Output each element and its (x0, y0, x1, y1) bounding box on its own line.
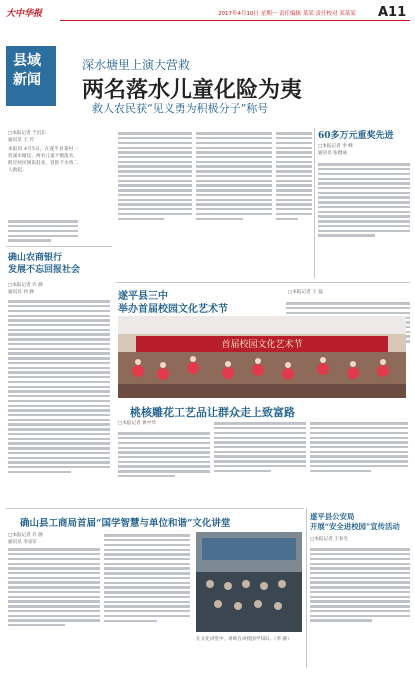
side-story-lines (8, 298, 110, 476)
text-line (214, 446, 306, 448)
text-line (8, 414, 110, 416)
text-line (196, 137, 272, 139)
text-line (104, 553, 190, 555)
text-line (8, 442, 110, 444)
corner-title: 遂平县公安局 开展“安全进校园”宣传活动 (310, 512, 400, 531)
text-line (8, 390, 110, 392)
text-line (214, 441, 306, 443)
lead-col-2-lines (118, 130, 192, 222)
text-line (118, 451, 210, 453)
header-rule (60, 20, 410, 21)
bottom-col-1-lines (8, 546, 100, 629)
text-line (8, 405, 110, 407)
lead-intro: 本报讯 4月5日，在遂平县某村一处深水塘边，两名儿童不慎落水，附近村民闻讯赶来，冒险下水将二人救起。 (8, 147, 78, 174)
text-line (104, 534, 190, 536)
text-line (118, 165, 192, 167)
text-line (276, 156, 312, 158)
text-line (118, 456, 210, 458)
text-line (8, 423, 110, 425)
text-line (104, 577, 190, 579)
text-line (8, 619, 100, 621)
feature-byline: □本报记者 王 磊 (288, 290, 323, 295)
text-line (104, 544, 190, 546)
text-line (310, 586, 410, 588)
text-line (196, 175, 272, 177)
text-line (286, 302, 410, 304)
text-line (8, 239, 51, 241)
bottom-col-2-lines (104, 532, 190, 624)
text-line (276, 147, 312, 149)
text-line (8, 220, 78, 222)
section-label-line2: 新闻 (13, 72, 41, 88)
text-line (8, 572, 100, 574)
section-rule (6, 246, 112, 247)
text-line (8, 553, 100, 555)
text-line (214, 465, 306, 467)
text-line (310, 451, 408, 453)
text-line (8, 548, 100, 550)
text-line (8, 386, 110, 388)
text-line (8, 567, 100, 569)
text-line (104, 605, 190, 607)
text-line (8, 428, 110, 430)
feature-title-line2: 举办首届校园文化艺术节 (118, 304, 228, 315)
lecture-photo-art (196, 532, 302, 632)
section-rule (6, 508, 304, 509)
text-line (118, 147, 192, 149)
text-line (310, 605, 410, 607)
text-line (118, 161, 192, 163)
corner-byline: □本报记者 王春光 (310, 537, 348, 542)
text-line (276, 194, 312, 196)
text-line (8, 577, 100, 579)
text-line (8, 591, 100, 593)
lead-deck: 救人农民获“见义勇为积极分子”称号 (92, 102, 269, 115)
bottom-story-title: 确山县工商局首届“国学智慧与单位和谐”文化讲堂 (20, 518, 231, 529)
text-line (276, 213, 312, 215)
text-line (104, 610, 190, 612)
text-line (318, 234, 375, 236)
text-line (118, 194, 192, 196)
text-line (310, 437, 408, 439)
text-line (310, 422, 408, 424)
text-line (318, 215, 410, 217)
text-line (104, 582, 190, 584)
text-line (8, 225, 78, 227)
peach-title: 桃核雕花工艺品让群众走上致富路 (130, 406, 295, 419)
text-line (310, 432, 408, 434)
text-line (118, 437, 210, 439)
text-line (196, 184, 272, 186)
text-line (276, 218, 298, 220)
text-line (8, 466, 110, 468)
text-line (196, 165, 272, 167)
text-line (310, 558, 410, 560)
text-line (276, 203, 312, 205)
text-line (8, 338, 110, 340)
text-line (214, 427, 306, 429)
section-rule (116, 282, 410, 283)
text-line (196, 180, 272, 182)
corner-lines (310, 546, 410, 624)
text-line (8, 610, 100, 612)
text-line (8, 235, 78, 237)
text-line (8, 457, 110, 459)
text-line (8, 447, 110, 449)
text-line (310, 465, 408, 467)
text-line (310, 572, 410, 574)
text-line (318, 196, 410, 198)
text-line (310, 553, 410, 555)
text-line (276, 132, 312, 134)
text-line (276, 170, 312, 172)
text-line (318, 187, 410, 189)
text-line (8, 310, 110, 312)
festival-photo (118, 316, 406, 398)
text-line (310, 470, 371, 472)
text-line (276, 137, 312, 139)
text-line (8, 319, 110, 321)
text-line (318, 230, 410, 232)
text-line (8, 357, 110, 359)
text-line (310, 615, 410, 617)
text-line (276, 208, 312, 210)
text-line (276, 151, 312, 153)
bottom-story-byline: □本报记者 许 静 通讯员 李彦军 (8, 533, 43, 545)
text-line (118, 442, 210, 444)
text-line (8, 315, 110, 317)
text-line (104, 601, 190, 603)
text-line (118, 170, 192, 172)
text-line (310, 567, 410, 569)
text-line (318, 206, 410, 208)
lead-headline: 两名落水儿童化险为夷 (82, 77, 303, 103)
text-line (104, 591, 190, 593)
text-line (104, 567, 190, 569)
text-line (118, 470, 210, 472)
text-line (318, 173, 410, 175)
text-line (8, 558, 100, 560)
text-line (8, 615, 100, 617)
text-line (104, 539, 190, 541)
text-line (276, 142, 312, 144)
text-line (310, 460, 408, 462)
text-line (118, 461, 210, 463)
text-line (196, 203, 272, 205)
text-line (8, 409, 110, 411)
text-line (118, 175, 192, 177)
text-line (8, 352, 110, 354)
text-line (196, 213, 272, 215)
text-line (118, 151, 192, 153)
text-line (310, 577, 410, 579)
text-line (8, 419, 110, 421)
text-line (196, 218, 243, 220)
text-line (118, 208, 192, 210)
text-line (318, 201, 410, 203)
text-line (318, 182, 410, 184)
text-line (276, 184, 312, 186)
peach-byline: □本报记者 黄中华 (118, 421, 156, 426)
text-line (8, 438, 110, 440)
text-line (104, 615, 190, 617)
text-line (104, 549, 190, 551)
text-line (118, 218, 164, 220)
text-line (8, 400, 110, 402)
text-line (118, 213, 192, 215)
text-line (310, 427, 408, 429)
right-top-title: 60多万元重奖先进 (318, 131, 394, 141)
text-line (8, 362, 110, 364)
text-line (318, 225, 410, 227)
text-line (8, 324, 110, 326)
text-line (118, 184, 192, 186)
page-number: A11 (378, 5, 407, 20)
text-line (104, 558, 190, 560)
lecture-photo-caption: 在文化讲堂中，讲师在讲授国学知识。（李 静） (196, 637, 292, 642)
text-line (8, 586, 100, 588)
peach-col-1-lines (118, 430, 210, 480)
text-line (310, 591, 410, 593)
text-line (310, 441, 408, 443)
text-line (310, 446, 408, 448)
text-line (8, 381, 110, 383)
text-line (196, 161, 272, 163)
text-line (286, 307, 410, 309)
text-line (104, 620, 157, 622)
text-line (318, 192, 410, 194)
newspaper-logo: 大中华报 (6, 9, 43, 19)
text-line (214, 437, 306, 439)
text-line (8, 471, 71, 473)
right-top-lines (318, 161, 410, 239)
side-story-byline: □本报记者 许 静 通讯员 何 静 (8, 283, 43, 295)
text-line (8, 230, 78, 232)
text-line (8, 605, 100, 607)
text-line (310, 610, 410, 612)
lead-col-1-lines (8, 218, 78, 244)
text-line (8, 600, 100, 602)
text-line (8, 371, 110, 373)
text-line (8, 333, 110, 335)
side-story-title: 确山农商银行 发展不忘回报社会 (8, 253, 81, 275)
text-line (118, 137, 192, 139)
text-line (318, 211, 410, 213)
text-line (8, 581, 100, 583)
text-line (310, 600, 410, 602)
text-line (318, 163, 410, 165)
text-line (310, 548, 410, 550)
text-line (8, 433, 110, 435)
lead-col-3-lines (196, 130, 272, 222)
text-line (8, 596, 100, 598)
text-line (104, 586, 190, 588)
peach-col-2-lines (214, 420, 306, 474)
peach-col-3-lines (310, 420, 408, 474)
text-line (196, 151, 272, 153)
feature-title-line1: 遂平县三中 (118, 291, 168, 302)
lead-subhead: 深水塘里上演大营救 (82, 58, 191, 72)
text-line (8, 461, 110, 463)
date-info: 2017年4月10日 星期一 责任编辑 某某 责任校对 某某某 (218, 11, 356, 17)
section-label-line1: 县域 (13, 53, 41, 69)
text-line (196, 194, 272, 196)
text-line (8, 376, 110, 378)
text-line (214, 432, 306, 434)
text-line (118, 447, 210, 449)
text-line (214, 460, 306, 462)
text-line (8, 452, 110, 454)
text-line (118, 132, 192, 134)
text-line (214, 470, 271, 472)
text-line (196, 208, 272, 210)
text-line (104, 563, 190, 565)
text-line (118, 156, 192, 158)
text-line (118, 180, 192, 182)
text-line (104, 572, 190, 574)
text-line (118, 432, 210, 434)
text-line (276, 165, 312, 167)
text-line (276, 175, 312, 177)
text-line (318, 168, 410, 170)
text-line (276, 161, 312, 163)
lecture-photo (196, 532, 302, 632)
text-line (196, 142, 272, 144)
text-line (196, 132, 272, 134)
text-line (286, 312, 410, 314)
text-line (310, 455, 408, 457)
column-rule (306, 508, 307, 668)
text-line (8, 395, 110, 397)
text-line (318, 178, 410, 180)
text-line (196, 170, 272, 172)
text-line (214, 451, 306, 453)
text-line (8, 300, 110, 302)
text-line (276, 199, 312, 201)
text-line (118, 465, 210, 467)
right-top-byline: □本报记者 李 峰 通讯员 张德成 (318, 144, 353, 156)
text-line (8, 367, 110, 369)
text-line (276, 189, 312, 191)
text-line (214, 422, 306, 424)
text-line (276, 180, 312, 182)
text-line (8, 329, 110, 331)
text-line (118, 142, 192, 144)
text-line (310, 563, 410, 565)
text-line (318, 220, 410, 222)
text-line (196, 189, 272, 191)
text-line (118, 189, 192, 191)
text-line (104, 596, 190, 598)
text-line (214, 455, 306, 457)
text-line (118, 203, 192, 205)
festival-banner-text: 首届校园文化艺术节 (221, 340, 303, 350)
text-line (310, 619, 372, 621)
text-line (196, 147, 272, 149)
festival-photo-art (118, 316, 406, 398)
text-line (8, 563, 100, 565)
lead-col-4-lines (276, 130, 312, 222)
text-line (196, 199, 272, 201)
text-line (118, 199, 192, 201)
lead-byline: □本报记者 于沉东 通讯员 王 芳 (8, 131, 46, 143)
section-label (6, 46, 56, 106)
text-line (196, 156, 272, 158)
text-line (8, 343, 110, 345)
text-line (310, 581, 410, 583)
text-line (310, 596, 410, 598)
text-line (118, 475, 175, 477)
text-line (8, 348, 110, 350)
text-line (8, 624, 65, 626)
column-rule (314, 128, 315, 278)
text-line (8, 305, 110, 307)
